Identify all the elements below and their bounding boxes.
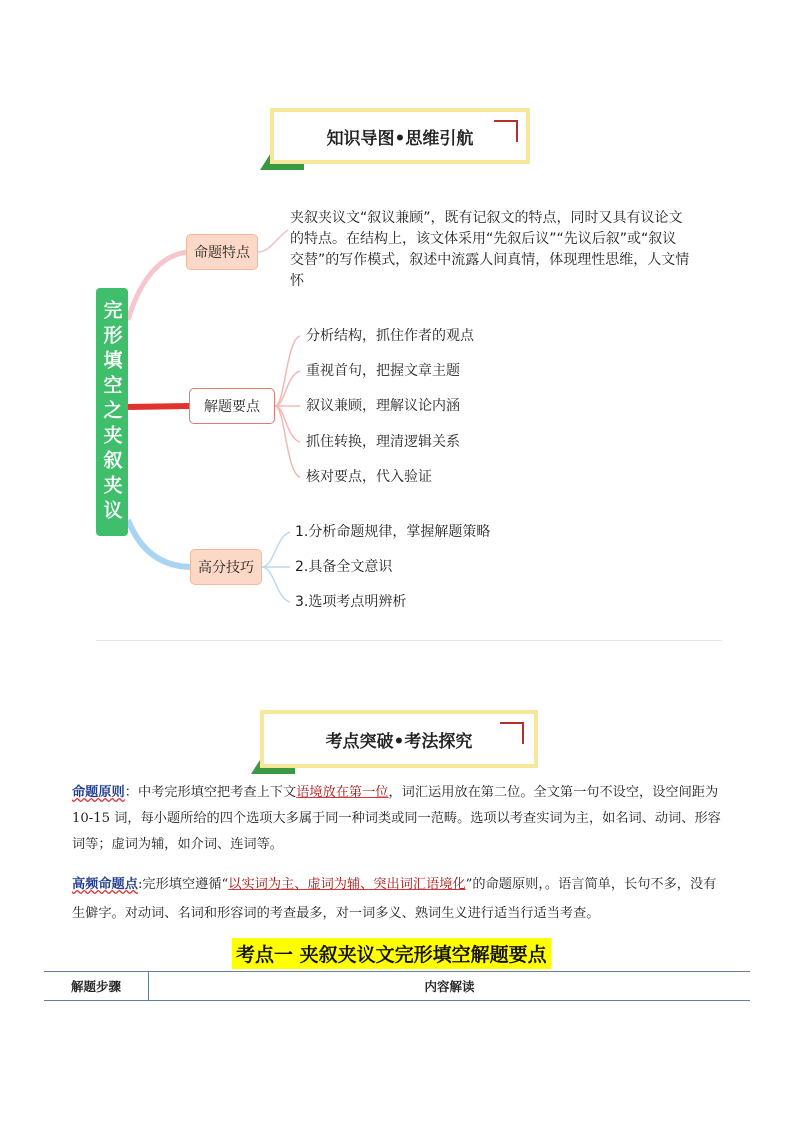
banner-title-box: [260, 710, 538, 768]
connector-blue: [128, 520, 190, 567]
section-divider: [96, 640, 722, 641]
mindmap-root: 完形填空之夹叙夹议: [96, 288, 128, 536]
banner-exam-points: [248, 708, 540, 774]
leaf-paragraph: 夹叙夹议文“叙议兼顾”，既有记叙文的特点，同时又具有议论文的特点。在结构上，该文体采用“先叙后议”“先议后叙”或“叙议交替”的写作模式，叙述中流露人间真情，体现理性思维，人文情怀: [290, 210, 690, 289]
corner-mark: [500, 722, 524, 724]
corner-mark: [516, 120, 518, 142]
leaf-item: 分析结构，抓住作者的观点: [306, 328, 474, 344]
corner-mark: [522, 722, 524, 744]
underlined-phrase: 语境放在第一位: [296, 785, 389, 800]
steps-table: [44, 971, 750, 1001]
mindmap: [0, 190, 794, 630]
table-header-cell: 解题步骤: [44, 972, 149, 1001]
leaf-item: 重视首句，把握文章主题: [306, 363, 460, 379]
banner-title: 考点突破•考法探究: [325, 731, 473, 752]
branch-node: 解题要点: [189, 388, 275, 424]
banner-title: 知识导图•思维引航: [326, 128, 474, 149]
leaf-item: 核对要点，代入验证: [306, 469, 432, 485]
table-header-row: [44, 972, 750, 1001]
table-header-cell: 内容解读: [149, 972, 751, 1001]
section-heading: 考点一 夹叙夹议文完形填空解题要点: [232, 938, 551, 969]
underlined-phrase: 以实词为主、虚词为辅、突出词汇语境化: [228, 877, 466, 892]
frequent-paragraph: 高频命题点:完形填空遵循“以实词为主、虚词为辅、突出词汇语境化”的命题原则，。语言简单，长句不多，没有生僻字。对动词、名词和形容词的考查最多，对一词多义、熟词生义进行适当行适当考查。: [72, 877, 717, 921]
principle-paragraph: 命题原则：中考完形填空把考查上下文语境放在第一位，词汇运用放在第二位。全文第一句不设空，设空间距为 10-15 词，每小题所给的四个选项大多属于同一种词类或同一范畴。选项以考查实词为主，如名词、动词、形容词等；虚词为辅，如介词、连词等。: [72, 785, 721, 852]
branch-node: 命题特点: [186, 234, 258, 270]
frequent-label: 高频命题点: [72, 877, 138, 892]
leaf-item: 1.分析命题规律，掌握解题策略: [295, 524, 491, 540]
branch-node: 高分技巧: [190, 549, 262, 585]
banner-knowledge-map: [258, 108, 538, 170]
leaf-item: 3.选项考点明辨析: [295, 594, 407, 610]
leaf-item: 叙议兼顾，理解议论内涵: [306, 398, 460, 414]
leaf-item: 抓住转换，理清逻辑关系: [306, 434, 460, 450]
connector-pink: [128, 252, 188, 320]
corner-mark: [494, 120, 518, 122]
leaf-item: 2.具备全文意识: [295, 559, 393, 575]
connector-red: [128, 406, 190, 407]
principle-label: 命题原则: [72, 785, 125, 800]
banner-title-box: [270, 108, 530, 164]
